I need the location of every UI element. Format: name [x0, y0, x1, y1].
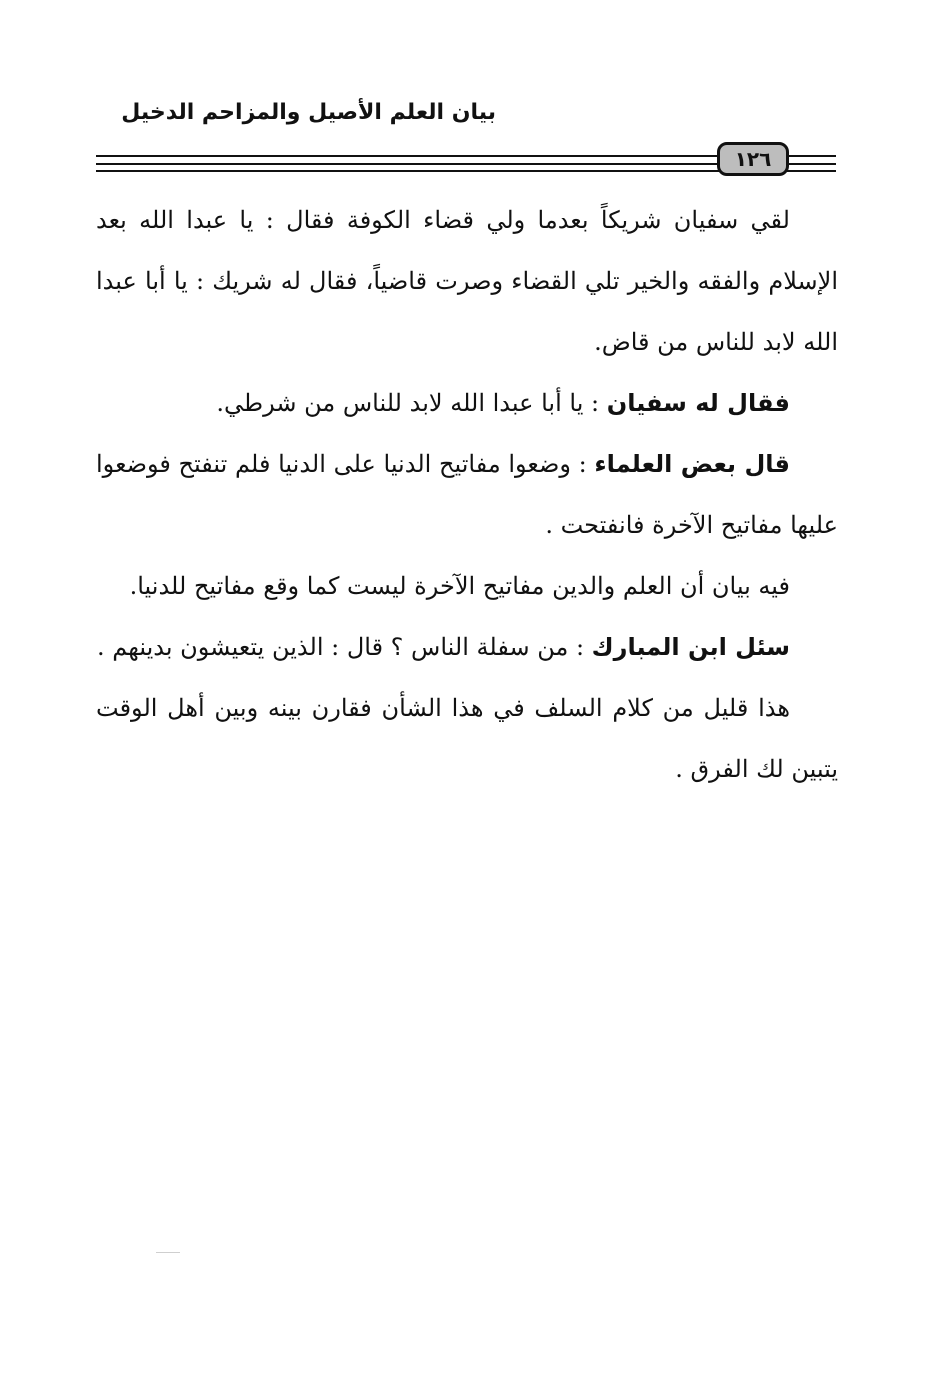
paragraph — [96, 617, 838, 678]
paragraph-text: : من سفلة الناس ؟ قال : الذين يتعيشون بدينهم . — [97, 633, 592, 661]
paragraph — [96, 434, 838, 556]
paragraph-speaker: سئل ابن المبارك — [591, 633, 790, 661]
body-text — [96, 190, 838, 800]
paragraph-text: هذا قليل من كلام السلف في هذا الشأن فقارن بينه وبين أهل الوقت يتبين لك الفرق . — [96, 694, 838, 783]
paragraph — [96, 190, 838, 373]
paragraph-speaker: قال بعض العلماء — [594, 450, 790, 478]
paragraph-text: : وضعوا مفاتيح الدنيا على الدنيا فلم تنفتح فوضعوا عليها مفاتيح الآخرة فانفتحت . — [96, 450, 838, 539]
paragraph — [96, 373, 838, 434]
paragraph — [96, 678, 838, 800]
paragraph-text: فيه بيان أن العلم والدين مفاتيح الآخرة ليست كما وقع مفاتيح للدنيا. — [129, 572, 790, 600]
paragraph — [96, 556, 838, 617]
page-number-badge — [717, 142, 789, 176]
page-number: ١٢٦ — [734, 147, 772, 171]
running-header-title: بيان العلم الأصيل والمزاحم الدخيل — [121, 100, 496, 125]
paragraph-text: : يا أبا عبدا الله لابد للناس من شرطي. — [216, 389, 607, 417]
paragraph-speaker: فقال له سفيان — [606, 389, 790, 417]
paragraph-text: لقي سفيان شريكاً بعدما ولي قضاء الكوفة فقال : يا عبدا الله بعد الإسلام والفقه والخير تلي القضاء وصرت قاضياً، فقال له شريك : يا أبا عبدا الله لابد للناس من قاض. — [96, 206, 838, 356]
footer-mark — [156, 1252, 180, 1253]
